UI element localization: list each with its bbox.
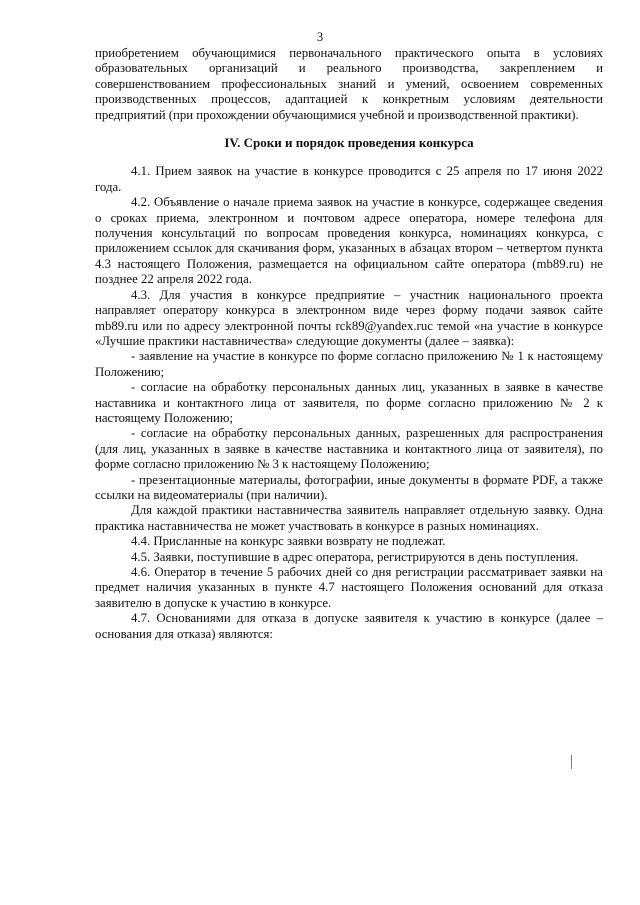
list-item-consent-distribution: - согласие на обработку персональных данных, разрешенных для распространения (для лиц, указанных в заявке в качестве наставника и контактного лица от заявителя), по форме согласно приложению № 3 к настоящему Положению;: [95, 426, 603, 472]
paragraph-4-3: 4.3. Для участия в конкурсе предприятие – участник национального проекта направляет оператору конкурса в электронном виде через форму подачи заявок сайте mb89.ru или по адресу электронной почты rck89@yandex.ruс темой «на участие в конкурсе «Лучшие практики наставничества» следующие документы (далее – заявка):: [95, 287, 603, 348]
paragraph-continuation: приобретением обучающимися первоначального практического опыта в условиях образовательных организаций и реального производства, закреплением и совершенствованием профессиональных знаний и умений, освоением современных производственных процессов, адаптацией к конкретным условиям деятельности предприятий (при прохождении обучающимися учебной и производственной практики).: [95, 46, 603, 122]
paragraph-4-1: 4.1. Прием заявок на участие в конкурсе проводится с 25 апреля по 17 июня 2022 года.: [95, 164, 603, 194]
list-item-presentation-materials: - презентационные материалы, фотографии, иные документы в формате PDF, а также ссылки на видеоматериалы (при наличии).: [95, 472, 603, 502]
paragraph-separate-application: Для каждой практики наставничества заявитель направляет отдельную заявку. Одна практика наставничества не может участвовать в конкурсе в разных номинациях.: [95, 503, 603, 533]
scan-artifact-mark: [571, 755, 572, 769]
paragraph-4-5: 4.5. Заявки, поступившие в адрес оператора, регистрируются в день поступления.: [131, 549, 579, 564]
paragraph-4-7: 4.7. Основаниями для отказа в допуске заявителя к участию в конкурсе (далее – основания для отказа) являются:: [95, 611, 603, 641]
page-number: 3: [316, 30, 324, 44]
section-heading: IV. Сроки и порядок проведения конкурса: [224, 135, 474, 151]
list-item-consent-personal-data: - согласие на обработку персональных данных лиц, указанных в заявке в качестве наставника и контактного лица от заявителя, по форме согласно приложению № 2 к настоящему Положению;: [95, 380, 603, 425]
paragraph-4-4: 4.4. Присланные на конкурс заявки возврату не подлежат.: [131, 534, 446, 549]
document-body: [95, 46, 603, 642]
paragraph-4-6: 4.6. Оператор в течение 5 рабочих дней со дня регистрации рассматривает заявки на предмет наличия указанных в пункте 4.7 настоящего Положения оснований для отказа заявителю в допуске к участию в конкурсе.: [95, 565, 603, 610]
paragraph-4-2: 4.2. Объявление о начале приема заявок на участие в конкурсе, содержащее сведения о сроках приема, электронном и почтовом адресе оператора, номере телефона для получения консультаций по вопросам проведения конкурса, номинациях конкурса, с приложением ссылок для скачивания форм, указанных в абзацах втором – четвертом пункта 4.3 настоящего Положения, размещается на официальном сайте оператора (mb89.ru) не позднее 22 апреля 2022 года.: [95, 195, 603, 287]
list-item-application: - заявление на участие в конкурсе по форме согласно приложению № 1 к настоящему Положению;: [95, 349, 603, 379]
